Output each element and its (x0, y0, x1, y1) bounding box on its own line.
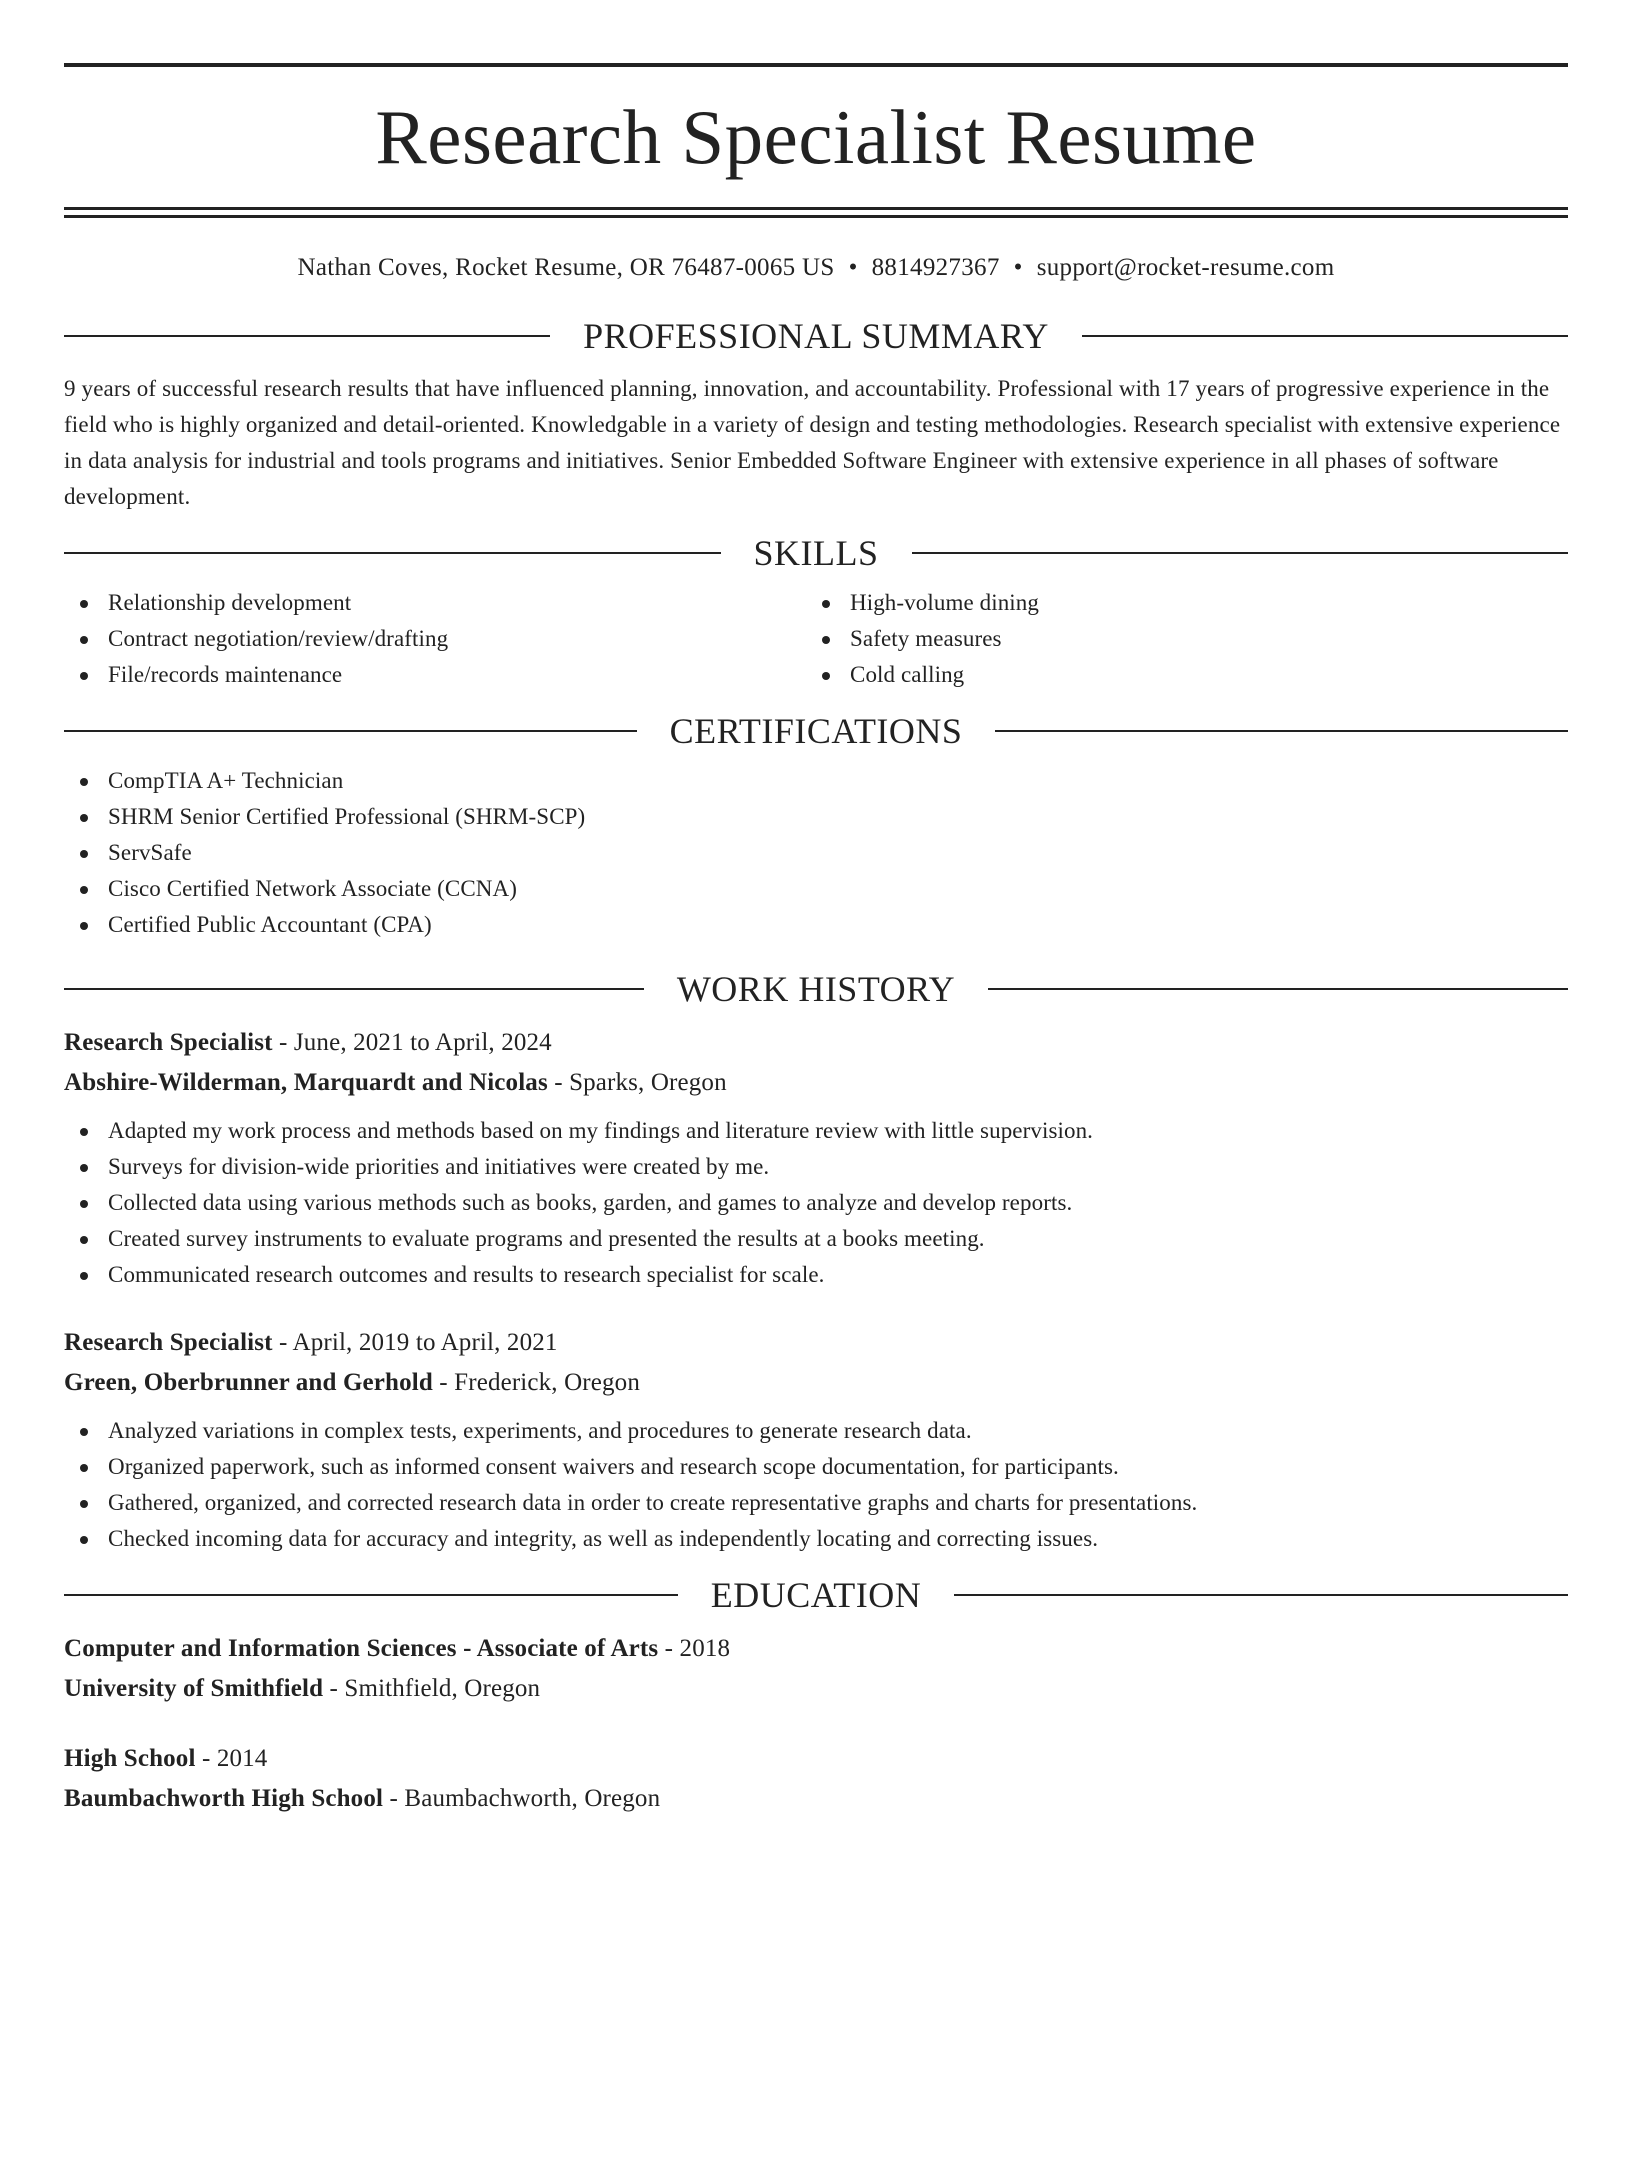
job-dates: - April, 2019 to April, 2021 (272, 1329, 558, 1356)
contact-address: Nathan Coves, Rocket Resume, OR 76487-0065 US (297, 254, 835, 281)
education-entry (64, 1739, 1568, 1819)
education-section-heading (64, 1573, 1568, 1617)
certifications-section-heading (64, 709, 1568, 753)
job-location: - Frederick, Oregon (432, 1369, 640, 1396)
heading-rule-right (1082, 335, 1568, 337)
job-entry (64, 1323, 1568, 1557)
contact-email: support@rocket-resume.com (1036, 254, 1335, 281)
job-duty-item: Created survey instruments to evaluate programs and presented the results at a books meeting. (64, 1221, 1568, 1257)
education-degree-line (64, 1629, 1568, 1669)
skill-item: Contract negotiation/review/drafting (64, 621, 806, 657)
skill-item: Safety measures (806, 621, 1548, 657)
job-duty-item: Communicated research outcomes and results to research specialist for scale. (64, 1257, 1568, 1293)
education-school: Baumbachworth High School (64, 1785, 384, 1812)
contact-phone: 8814927367 (871, 254, 1000, 281)
summary-text: 9 years of successful research results that have influenced planning, innovation, and accountability. Professional with 17 years of progressive experience in the field who is highly organized and detail-oriented. Knowledgable in a variety of design and testing methodologies. Research specialist with extensive experience in data analysis for industrial and tools programs and initiatives. Senior Embedded Software Engineer with extensive experience in all phases of software development. (64, 376, 1561, 509)
education-entry (64, 1629, 1568, 1709)
heading-rule-left (64, 988, 644, 990)
skill-item: File/records maintenance (64, 657, 806, 693)
job-duty-item: Organized paperwork, such as informed consent waivers and research scope documentation, for participants. (64, 1449, 1568, 1485)
certification-item: SHRM Senior Certified Professional (SHRM-SCP) (64, 799, 1568, 835)
job-entry (64, 1023, 1568, 1293)
job-duties-list (64, 1413, 1568, 1557)
job-title-line (64, 1323, 1568, 1363)
skills-left-column (64, 585, 806, 693)
summary-heading-label: PROFESSIONAL SUMMARY (583, 316, 1049, 356)
title-top-rule (64, 63, 1568, 67)
skills-columns (64, 585, 1568, 693)
job-title-line (64, 1023, 1568, 1063)
heading-rule-left (64, 552, 721, 554)
skills-right-column (806, 585, 1548, 693)
heading-rule-right (988, 988, 1568, 990)
job-duty-item: Gathered, organized, and corrected research data in order to create representative graphs and charts for presentations. (64, 1485, 1568, 1521)
job-dates: - June, 2021 to April, 2024 (272, 1029, 552, 1056)
job-duty-item: Collected data using various methods such as books, garden, and games to analyze and develop reports. (64, 1185, 1568, 1221)
education-degree: High School (64, 1745, 196, 1772)
education-location: - Baumbachworth, Oregon (383, 1785, 661, 1812)
job-duty-item: Surveys for division-wide priorities and initiatives were created by me. (64, 1149, 1568, 1185)
contact-separator: • (1013, 254, 1023, 281)
work-history-section-heading (64, 967, 1568, 1011)
heading-rule-left (64, 1594, 678, 1596)
job-company: Green, Oberbrunner and Gerhold (64, 1369, 433, 1396)
certification-item: CompTIA A+ Technician (64, 763, 1568, 799)
education-location: - Smithfield, Oregon (323, 1675, 541, 1702)
job-company-line (64, 1063, 1568, 1103)
contact-separator: • (848, 254, 858, 281)
heading-rule-left (64, 335, 550, 337)
job-duty-item: Checked incoming data for accuracy and integrity, as well as independently locating and correcting issues. (64, 1521, 1568, 1557)
work-history-heading-label: WORK HISTORY (676, 969, 956, 1009)
education-school: University of Smithfield (64, 1675, 324, 1702)
certification-item: ServSafe (64, 835, 1568, 871)
certification-item: Certified Public Accountant (CPA) (64, 907, 1568, 943)
title-bottom-double-rule (64, 207, 1568, 218)
education-school-line (64, 1669, 1568, 1709)
education-school-line (64, 1779, 1568, 1819)
education-degree-line (64, 1739, 1568, 1779)
resume-title: Research Specialist Resume (375, 94, 1257, 180)
job-duty-item: Adapted my work process and methods based on my findings and literature review with little supervision. (64, 1113, 1568, 1149)
job-title: Research Specialist (64, 1029, 273, 1056)
skill-item: Relationship development (64, 585, 806, 621)
skill-item: Cold calling (806, 657, 1548, 693)
certifications-heading-label: CERTIFICATIONS (669, 711, 963, 751)
education-year: - 2018 (658, 1635, 731, 1662)
education-degree: Computer and Information Sciences - Associate of Arts (64, 1635, 659, 1662)
certifications-list (64, 763, 1568, 943)
skills-heading-label: SKILLS (753, 533, 879, 573)
heading-rule-right (954, 1594, 1568, 1596)
job-title: Research Specialist (64, 1329, 273, 1356)
heading-rule-right (912, 552, 1569, 554)
summary-section-heading (64, 314, 1568, 358)
skill-item: High-volume dining (806, 585, 1548, 621)
skills-list-left (64, 585, 806, 693)
job-location: - Sparks, Oregon (547, 1069, 727, 1096)
job-company-line (64, 1363, 1568, 1403)
resume-page (0, 63, 1632, 2175)
education-year: - 2014 (195, 1745, 268, 1772)
certification-item: Cisco Certified Network Associate (CCNA) (64, 871, 1568, 907)
heading-rule-left (64, 730, 637, 732)
skills-list-right (806, 585, 1548, 693)
job-duty-item: Analyzed variations in complex tests, experiments, and procedures to generate research data. (64, 1413, 1568, 1449)
education-heading-label: EDUCATION (710, 1575, 922, 1615)
contact-line (64, 253, 1568, 283)
job-company: Abshire-Wilderman, Marquardt and Nicolas (64, 1069, 548, 1096)
skills-section-heading (64, 531, 1568, 575)
job-duties-list (64, 1113, 1568, 1293)
heading-rule-right (995, 730, 1568, 732)
